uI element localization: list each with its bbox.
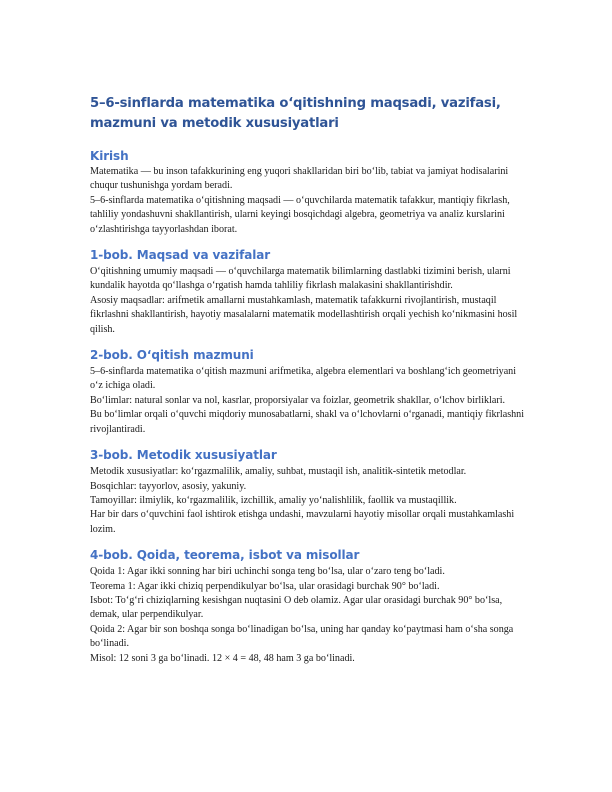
document-title: 5–6-sinflarda matematika o‘qitishning maqsadi, vazifasi, mazmuni va metodik xususiyatlari [90, 96, 501, 131]
paragraph: Asosiy maqsadlar: arifmetik amallarni mustahkamlash, matematik tafakkurni rivojlantirish, mustaqil fikrlashni shakllantirish, hayotiy masalalarni matematik modellashtirish orqali yechish ko‘nikmasini hosil qilish. [90, 294, 518, 335]
paragraph: Misol: 12 soni 3 ga bo‘linadi. 12 × 4 = 48, 48 ham 3 ga bo‘linadi. [90, 652, 355, 664]
paragraph: Bosqichlar: tayyorlov, asosiy, yakuniy. [90, 480, 247, 492]
section-maqsad-vazifalar [90, 247, 530, 337]
section-heading: 1-bob. Maqsad va vazifalar [90, 248, 271, 263]
section-kirish [90, 148, 530, 237]
paragraph: Qoida 2: Agar bir son boshqa songa bo‘linadigan bo‘lsa, uning har qanday ko‘paytmasi ham o‘sha songa bo‘linadi. [90, 623, 514, 650]
paragraph: Qoida 1: Agar ikki sonning har biri uchinchi songa teng bo‘lsa, ular o‘zaro teng bo‘ladi. [90, 566, 445, 578]
paragraph: Teorema 1: Agar ikki chiziq perpendikulyar bo‘lsa, ular orasidagi burchak 90° bo‘ladi. [90, 580, 440, 592]
section-heading: 2-bob. O‘qitish mazmuni [90, 348, 254, 363]
section-oqitish-mazmuni [90, 347, 530, 437]
document-page [90, 94, 530, 676]
section-heading: Kirish [90, 149, 129, 163]
paragraph: Har bir dars o‘quvchini faol ishtirok etishga undashi, mavzularni hayotiy misollar orqali mustahkamlashi lozim. [90, 509, 515, 535]
paragraph: Metodik xususiyatlar: ko‘rgazmalilik, amaliy, suhbat, mustaqil ish, analitik-sintetik metodlar. [90, 466, 467, 478]
paragraph: Bo‘limlar: natural sonlar va nol, kasrlar, proporsiyalar va foizlar, geometrik shakllar, o‘lchov birliklari. [90, 394, 506, 406]
paragraph: Matematika — bu inson tafakkurining eng yuqori shakllaridan biri bo‘lib, tabiat va jamiyat hodisalarini chuqur tushunishga yordam beradi. [90, 166, 509, 192]
paragraph: O‘qitishning umumiy maqsadi — o‘quvchilarga matematik bilimlarning dastlabki tizimini berish, ularni kundalik hayotda qo‘llashga o‘rgatish hamda tahliliy fikrlash malakasini shakllantirishdir. [90, 266, 511, 292]
paragraph: 5–6-sinflarda matematika o‘qitish mazmuni arifmetika, algebra elementlari va boshlang‘ich geometriyani o‘z ichiga oladi. [90, 366, 517, 392]
paragraph: Isbot: To‘g‘ri chiziqlarning kesishgan nuqtasini O deb olamiz. Agar ular orasidagi burchak 90° bo‘lsa, demak, ular perpendikulyar. [90, 594, 503, 621]
section-heading: 4-bob. Qoida, teorema, isbot va misollar [90, 548, 360, 563]
section-metodik-xususiyatlar [90, 447, 530, 537]
paragraph: 5–6-sinflarda matematika o‘qitishning maqsadi — o‘quvchilarda matematik tafakkur, mantiqiy fikrlash, tahliliy yondashuvni shakllantirish, ularni keyingi bosqichdagi algebra, geometriya va analiz kurslarini o‘zlashtirishga tayyorlashdan iborat. [90, 194, 510, 235]
paragraph: Tamoyillar: ilmiylik, ko‘rgazmalilik, izchillik, amaliy yo‘nalishlilik, faollik va mustaqillik. [90, 494, 457, 506]
section-heading: 3-bob. Metodik xususiyatlar [90, 448, 277, 463]
section-qoida-teorema [90, 547, 530, 666]
paragraph: Bu bo‘limlar orqali o‘quvchi miqdoriy munosabatlarni, shakl va o‘lchovlarni o‘rganadi, mantiqiy fikrlashni rivojlantiradi. [90, 409, 525, 435]
